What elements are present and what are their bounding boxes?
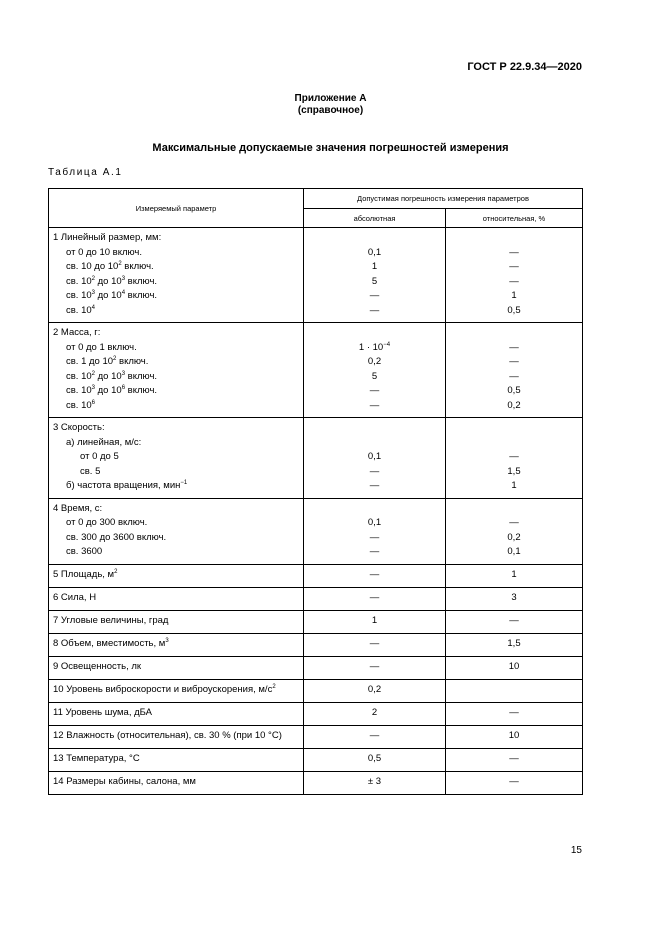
cell-abs	[304, 228, 446, 323]
abs-line: 5	[371, 370, 378, 382]
rel-line	[446, 421, 582, 436]
page-title: Максимальные допускаемые значения погрешностей измерения	[152, 142, 509, 154]
abs-line: —	[369, 661, 380, 673]
param-line: св. 300 до 3600 включ.	[66, 531, 167, 543]
rel-line: —	[509, 753, 519, 765]
cell-param	[49, 656, 304, 679]
param-line: б) частота вращения, мин$^{-1}$	[66, 479, 188, 491]
param-line: 14 Размеры кабины, салона, мм	[53, 776, 196, 788]
param-line: от 0 до 10 включ.	[66, 246, 143, 258]
error-limits-table	[48, 188, 583, 795]
param-line: св. 1 до $10^2$ включ.	[66, 355, 149, 367]
abs-line: —	[369, 546, 380, 557]
rel-line: 0,5	[507, 304, 521, 316]
header-group: Допустимая погрешность измерения параметров	[304, 189, 583, 209]
abs-line: —	[369, 730, 380, 742]
abs-line: —	[369, 465, 380, 477]
cell-rel	[446, 679, 583, 702]
page-number: 15	[570, 845, 582, 856]
cell-rel	[446, 656, 583, 679]
rel-line: —	[509, 261, 519, 272]
abs-line: ± 3	[367, 776, 382, 788]
cell-rel	[446, 748, 583, 771]
cell-rel	[446, 702, 583, 725]
cell-abs	[304, 564, 446, 587]
param-line: св. 5	[80, 465, 101, 477]
cell-abs	[304, 748, 446, 771]
rel-line	[446, 436, 582, 451]
cell-abs	[304, 656, 446, 679]
table-row	[49, 498, 583, 564]
cell-param	[49, 748, 304, 771]
table-row	[49, 418, 583, 499]
param-line: 13 Температура, °С	[53, 753, 140, 765]
param-line: 4 Время, с:	[53, 502, 103, 514]
cell-rel	[446, 610, 583, 633]
table-row	[49, 656, 583, 679]
abs-line: 0,2	[367, 684, 382, 696]
rel-line	[446, 683, 582, 698]
cell-abs	[304, 498, 446, 564]
rel-line: —	[509, 451, 519, 462]
abs-line	[304, 231, 445, 246]
header-relative: относительная, %	[446, 209, 583, 228]
abs-line: —	[369, 569, 380, 581]
rel-line: —	[509, 370, 519, 382]
abs-line: —	[369, 480, 380, 491]
abs-line: 1	[371, 615, 378, 627]
param-line: св. $10^6$	[66, 399, 95, 411]
rel-line: —	[509, 246, 519, 258]
rel-line: —	[509, 341, 519, 353]
cell-rel	[446, 633, 583, 656]
cell-rel	[446, 564, 583, 587]
abs-line: 0,2	[367, 356, 382, 367]
table-row	[49, 323, 583, 418]
param-line: 11 Уровень шума, дБА	[53, 707, 152, 719]
abs-line: 1	[371, 261, 378, 272]
abs-line	[304, 326, 445, 341]
param-line: от 0 до 5	[80, 451, 119, 462]
param-line: 8 Объем, вместимость, $м^3$	[53, 638, 169, 650]
cell-param	[49, 323, 304, 418]
cell-param	[49, 771, 304, 794]
abs-line: 2	[371, 707, 378, 719]
abs-line: —	[369, 385, 380, 396]
cell-rel	[446, 418, 583, 499]
param-line: 1 Линейный размер, мм:	[53, 232, 162, 243]
cell-abs	[304, 323, 446, 418]
table-row	[49, 228, 583, 323]
param-line: 7 Угловые величины, град	[53, 615, 169, 627]
cell-param	[49, 418, 304, 499]
cell-param	[49, 679, 304, 702]
document-code: ГОСТ Р 22.9.34—2020	[467, 61, 582, 73]
table-row	[49, 702, 583, 725]
param-line: от 0 до 1 включ.	[66, 341, 137, 353]
abs-line	[304, 502, 445, 517]
abs-line: —	[369, 304, 380, 316]
rel-line: 1	[511, 480, 517, 491]
cell-rel	[446, 587, 583, 610]
cell-rel	[446, 498, 583, 564]
rel-line: 0,1	[507, 546, 521, 557]
abs-line: 0,1	[367, 451, 382, 462]
table-row	[49, 564, 583, 587]
table-row	[49, 771, 583, 794]
abs-line: 0,5	[367, 753, 382, 765]
cell-rel	[446, 725, 583, 748]
cell-param	[49, 702, 304, 725]
table-row	[49, 679, 583, 702]
abs-line: 0,1	[367, 517, 382, 528]
param-line: св. $10^2$ до $10^3$ включ.	[66, 275, 158, 287]
table-caption: Таблица А.1	[48, 167, 123, 178]
rel-line: 3	[511, 592, 517, 604]
table-row	[49, 633, 583, 656]
cell-abs	[304, 418, 446, 499]
param-line: св. $10^3$ до $10^6$ включ.	[66, 384, 158, 396]
abs-line: —	[369, 399, 380, 411]
abs-line: 5	[371, 275, 378, 287]
rel-line: 0,2	[507, 399, 521, 411]
cell-rel	[446, 771, 583, 794]
rel-line: 10	[508, 730, 520, 742]
header-param: Измеряемый параметр	[49, 189, 304, 228]
param-line: св. $10^2$ до $10^3$ включ.	[66, 370, 158, 382]
cell-abs	[304, 587, 446, 610]
rel-line: —	[509, 275, 519, 287]
abs-line: 0,1	[367, 246, 382, 258]
rel-line	[446, 326, 582, 341]
cell-param	[49, 610, 304, 633]
param-line: 9 Освещенность, лк	[53, 661, 142, 673]
rel-line: 1	[511, 569, 517, 581]
appendix-title: Приложение А	[294, 93, 367, 104]
cell-param	[49, 228, 304, 323]
cell-param	[49, 564, 304, 587]
cell-abs	[304, 725, 446, 748]
param-line: св. $10^4$	[66, 304, 95, 316]
rel-line: 10	[508, 661, 520, 673]
table-body	[49, 228, 583, 795]
abs-line: $1 \cdot 10^{-4}$	[358, 341, 391, 353]
param-line: св. 10 до $10^2$ включ.	[66, 260, 154, 272]
abs-line: —	[369, 531, 380, 543]
abs-line: —	[369, 592, 380, 604]
rel-line: 0,5	[507, 385, 521, 396]
abs-line: —	[369, 638, 380, 650]
param-line: 12 Влажность (относительная), св. 30 % (при 10 °С)	[53, 730, 282, 742]
cell-abs	[304, 771, 446, 794]
param-line: от 0 до 300 включ.	[66, 517, 148, 528]
param-line: 3 Скорость:	[53, 422, 105, 433]
cell-param	[49, 725, 304, 748]
rel-line: —	[509, 356, 519, 367]
param-line: а) линейная, м/с:	[66, 436, 142, 448]
cell-abs	[304, 702, 446, 725]
rel-line	[446, 502, 582, 517]
cell-rel	[446, 228, 583, 323]
cell-abs	[304, 679, 446, 702]
param-line: 6 Сила, Н	[53, 592, 97, 604]
cell-abs	[304, 633, 446, 656]
abs-line: —	[369, 290, 380, 301]
rel-line	[446, 231, 582, 246]
cell-rel	[446, 323, 583, 418]
abs-line	[304, 421, 445, 436]
table-row	[49, 748, 583, 771]
header-absolute: абсолютная	[304, 209, 446, 228]
rel-line: 1,5	[507, 465, 521, 477]
param-line: 5 Площадь, $м^2$	[53, 569, 118, 581]
param-line: св. $10^3$ до $10^4$ включ.	[66, 289, 158, 301]
appendix-type: (справочное)	[297, 105, 364, 116]
table-row	[49, 725, 583, 748]
rel-line: —	[509, 707, 519, 719]
param-line: 10 Уровень виброскорости и виброускорения, $м/с^2$	[53, 684, 276, 696]
cell-param	[49, 587, 304, 610]
rel-line: —	[509, 776, 519, 788]
cell-abs	[304, 610, 446, 633]
table-row	[49, 610, 583, 633]
table-row	[49, 587, 583, 610]
cell-param	[49, 633, 304, 656]
rel-line: 1	[511, 290, 517, 301]
rel-line: 1,5	[507, 638, 521, 650]
rel-line: —	[509, 615, 519, 627]
param-line: 2 Масса, г:	[53, 327, 101, 338]
rel-line: 0,2	[507, 531, 521, 543]
param-line: св. 3600	[66, 546, 103, 557]
rel-line: —	[509, 517, 519, 528]
abs-line	[304, 436, 445, 451]
cell-param	[49, 498, 304, 564]
appendix-heading	[0, 93, 661, 117]
